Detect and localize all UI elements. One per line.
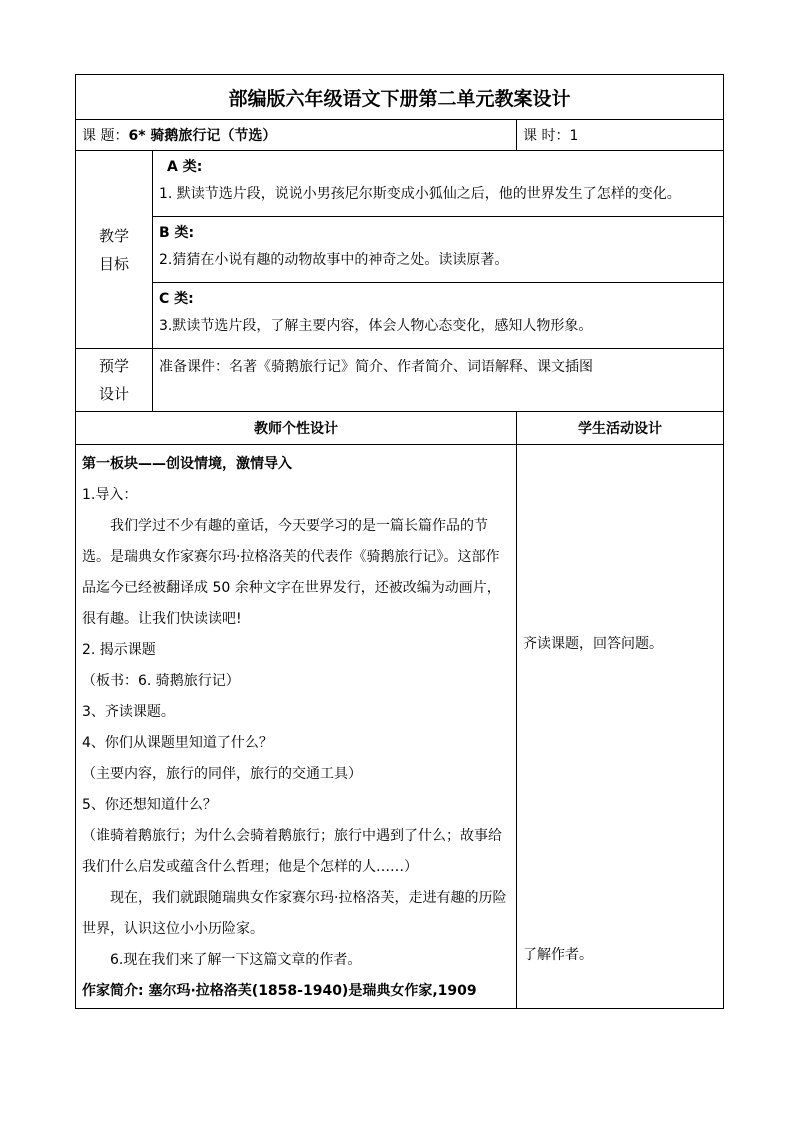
teacher-line: 3、齐读课题。 bbox=[82, 704, 175, 720]
objectives-label-line2: 目标 bbox=[98, 254, 129, 273]
student-activity-1: 齐读课题，回答问题。 bbox=[523, 636, 663, 652]
preparation-label-line2: 设计 bbox=[98, 385, 129, 403]
teacher-design-cell bbox=[76, 445, 517, 1009]
preparation-label bbox=[76, 349, 153, 412]
objective-a-text: 1. 默读节选片段，说说小男孩尼尔斯变成小狐仙之后，他的世界发生了怎样的变化。 bbox=[159, 186, 681, 202]
teacher-line: 4、你们从课题里知道了什么？ bbox=[82, 735, 273, 751]
teacher-paragraph: （谁骑着鹅旅行；为什么会骑着鹅旅行；旅行中遇到了什么；故事给我们什么启发或蕴含什么哲理；他是个怎样的人……） bbox=[82, 828, 502, 875]
objective-b-title: B 类: bbox=[159, 225, 195, 241]
teacher-line: 5、你还想知道什么？ bbox=[82, 797, 217, 813]
student-activity-cell bbox=[517, 445, 724, 1009]
topic-value: 6* 骑鹅旅行记（节选） bbox=[128, 128, 277, 144]
teacher-line: 6.现在我们来了解一下这篇文章的作者。 bbox=[110, 952, 362, 968]
teacher-paragraph: 现在，我们就跟随瑞典女作家赛尔玛·拉格洛芙，走进有趣的历险世界，认识这位小小历险家。 bbox=[82, 890, 507, 937]
objective-c-title: C 类: bbox=[159, 291, 194, 307]
preparation-label-line1: 预学 bbox=[98, 357, 129, 375]
teacher-line: （主要内容，旅行的同伴，旅行的交通工具） bbox=[82, 766, 362, 782]
student-column-header: 学生活动设计 bbox=[517, 412, 724, 445]
student-activity-2: 了解作者。 bbox=[523, 947, 593, 963]
hours-value: 1 bbox=[569, 128, 579, 144]
topic-label: 课 题： bbox=[82, 128, 129, 144]
objectives-label-line1: 教学 bbox=[98, 226, 129, 245]
lesson-plan-table bbox=[75, 74, 724, 1009]
preparation-text: 准备课件：名著《骑鹅旅行记》简介、作者简介、词语解释、课文插图 bbox=[153, 349, 724, 412]
hours-label: 课 时： bbox=[523, 128, 570, 144]
objectives-label bbox=[76, 151, 153, 349]
teacher-line: 2. 揭示课题 bbox=[82, 642, 156, 658]
topic-cell bbox=[76, 120, 517, 151]
page-title: 部编版六年级语文下册第二单元教案设计 bbox=[76, 75, 724, 120]
objective-b-text: 2.猜猜在小说有趣的动物故事中的神奇之处。读读原著。 bbox=[159, 252, 509, 268]
objective-c-text: 3.默读节选片段，了解主要内容，体会人物心态变化，感知人物形象。 bbox=[159, 318, 593, 334]
objective-a bbox=[153, 151, 724, 217]
teacher-line: （板书：6. 骑鹅旅行记） bbox=[82, 673, 240, 689]
teacher-paragraph: 我们学过不少有趣的童话，今天要学习的是一篇长篇作品的节选。是瑞典女作家赛尔玛·拉格洛芙的代表作《骑鹅旅行记》。这部作品迄今已经被翻译成 50 余种文字在世界发行，还被改编为动画片，很有趣。让我们快读读吧! bbox=[82, 518, 501, 627]
hours-cell bbox=[517, 120, 724, 151]
objective-c bbox=[153, 283, 724, 349]
teacher-column-header: 教师个性设计 bbox=[76, 412, 517, 445]
objective-a-title: A 类: bbox=[167, 159, 203, 175]
section-heading: 第一板块——创设情境，激情导入 bbox=[82, 456, 292, 472]
objective-b bbox=[153, 217, 724, 283]
author-intro: 作家简介: 塞尔玛·拉格洛芙(1858-1940)是瑞典女作家,1909 bbox=[82, 983, 477, 999]
teacher-line: 1.导入： bbox=[82, 487, 138, 503]
lesson-plan-page bbox=[75, 74, 723, 1009]
